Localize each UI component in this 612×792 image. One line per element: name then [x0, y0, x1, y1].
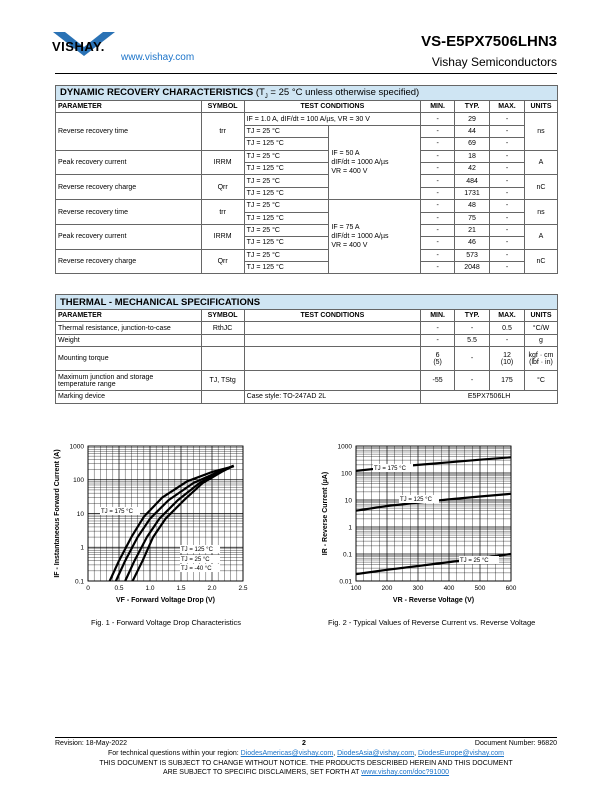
fig2-chart: [318, 440, 528, 612]
table-title: THERMAL - MECHANICAL SPECIFICATIONS: [56, 295, 558, 310]
y-tick-label: 100: [73, 477, 84, 485]
y-tick-label: 0.01: [339, 578, 352, 586]
table-row: TJ = 125 °C - 75 -: [56, 212, 558, 224]
y-tick-label: 10: [344, 497, 352, 505]
annotation-label: TJ = 125 °C: [181, 547, 213, 553]
x-tick-label: 0: [86, 585, 90, 592]
y-tick-label: 0.1: [342, 551, 352, 559]
part-number: VS-E5PX7506LHN3: [421, 33, 557, 50]
y-axis-label: IF - Instantaneous Forward Current (A): [54, 449, 61, 578]
disclaimer-line-1: THIS DOCUMENT IS SUBJECT TO CHANGE WITHOUT NOTICE. THE PRODUCTS DESCRIBED HEREIN AND THIS DOCUMENT: [99, 760, 513, 767]
annotation-label: TJ = -40 °C: [181, 566, 212, 572]
disclaimer-line-2: ARE SUBJECT TO SPECIFIC DISCLAIMERS, SET FORTH AT www.vishay.com/doc?91000: [162, 769, 450, 776]
table-row: Peak recovery current IRRM TJ = 25 °C - 18 - A: [56, 150, 558, 162]
x-tick-label: 0.5: [114, 585, 124, 592]
table-row: Weight - 5.5 - g: [56, 334, 558, 346]
y-tick-label: 1: [80, 544, 84, 552]
table-title: DYNAMIC RECOVERY CHARACTERISTICS ($T_J = 25$ °C unless otherwise specified): [56, 86, 558, 101]
document-number: Document Number: 96820: [474, 740, 557, 747]
x-tick-label: 2.5: [238, 585, 248, 592]
table-header-row: PARAMETER SYMBOL TEST CONDITIONS MIN. TYP. MAX. UNITS: [56, 310, 558, 322]
page-number: 2: [302, 740, 306, 747]
annotation-label: TJ = 25 °C: [181, 557, 210, 563]
y-tick-label: 1: [348, 524, 352, 532]
americas-email-link[interactable]: DiodesAmericas@vishay.com: [240, 750, 334, 757]
y-tick-label: 100: [341, 470, 352, 478]
x-axis-label: VF - Forward Voltage Drop (V): [115, 597, 216, 604]
website-link[interactable]: www.vishay.com: [121, 52, 195, 63]
y-tick-label: 10: [76, 510, 84, 518]
test-conditions-50a: IF = 50 A dIF/dt = 1000 A/µs VR = 400 V: [329, 125, 421, 199]
fig2-svg: [318, 440, 528, 612]
annotation-label: TJ = 25 °C: [460, 558, 489, 564]
x-tick-label: 100: [350, 585, 362, 592]
table-row: TJ = 25 °C IF = 50 A dIF/dt = 1000 A/µs VR = 400 V - 44 -: [56, 125, 558, 137]
table-row: TJ = 125 °C - 69 -: [56, 138, 558, 150]
contact-line: For technical questions within your region: DiodesAmericas@vishay.com, DiodesAsia@vishay.com, DiodesEurope@vishay.com: [107, 750, 504, 757]
x-tick-label: 1.5: [176, 585, 186, 592]
x-tick-label: 2.0: [207, 585, 217, 592]
x-tick-label: 300: [412, 585, 424, 592]
x-axis-label: VR - Reverse Voltage (V): [392, 597, 475, 604]
table-row: Maximum junction and storage temperature range TJ, TStg -55 - 175 °C: [56, 371, 558, 391]
revision: Revision: 18-May-2022: [55, 740, 127, 747]
table-row: TJ = 125 °C - 2048 -: [56, 262, 558, 274]
table-row: TJ = 125 °C - 42 -: [56, 162, 558, 174]
table-row: Reverse recovery charge Qrr TJ = 25 °C - 573 - nC: [56, 249, 558, 261]
fig1-chart: [50, 440, 260, 612]
x-tick-label: 500: [474, 585, 486, 592]
table-row: Reverse recovery time trr TJ = 25 °C IF = 75 A dIF/dt = 1000 A/µs VR = 400 V - 48 - ns: [56, 200, 558, 212]
y-tick-label: 0.1: [74, 578, 84, 586]
europe-email-link[interactable]: DiodesEurope@vishay.com: [418, 750, 504, 757]
y-tick-label: 1000: [69, 443, 84, 451]
fig2-caption: Fig. 2 - Typical Values of Reverse Current vs. Reverse Voltage: [328, 618, 536, 627]
test-conditions-75a: IF = 75 A dIF/dt = 1000 A/µs VR = 400 V: [329, 200, 421, 274]
disclaimer-link[interactable]: www.vishay.com/doc?91000: [361, 769, 450, 776]
x-tick-label: 1.0: [145, 585, 155, 592]
thermal-mechanical-table: [55, 294, 558, 404]
table-row: TJ = 125 °C - 1731 -: [56, 187, 558, 199]
table-row: TJ = 125 °C - 46 -: [56, 237, 558, 249]
dynamic-recovery-table: [55, 85, 558, 274]
x-tick-label: 200: [381, 585, 393, 592]
table-row: Marking device Case style: TO-247AD 2L E5PX7506LH: [56, 391, 558, 403]
table-row: Thermal resistance, junction-to-case RthJC - - 0.5 °C/W: [56, 322, 558, 334]
annotation-label: TJ = 125 °C: [400, 497, 432, 503]
table-row: Reverse recovery time trr IF = 1.0 A, dIF/dt = 100 A/µs, VR = 30 V - 29 - ns: [56, 113, 558, 125]
asia-email-link[interactable]: DiodesAsia@vishay.com: [337, 750, 415, 757]
table-header-row: PARAMETER SYMBOL TEST CONDITIONS MIN. TYP. MAX. UNITS: [56, 101, 558, 113]
table-row: Reverse recovery charge Qrr TJ = 25 °C - 484 - nC: [56, 175, 558, 187]
company-name: Vishay Semiconductors: [431, 55, 557, 69]
footer-divider: [55, 737, 557, 738]
table-row: Peak recovery current IRRM TJ = 25 °C - 21 - A: [56, 224, 558, 236]
y-axis-label: IR - Reverse Current (µA): [322, 471, 329, 556]
header-divider: [55, 73, 557, 74]
y-tick-label: 1000: [337, 443, 352, 451]
annotation-label: TJ = 175 °C: [374, 466, 406, 472]
annotation-label: TJ = 175 °C: [101, 509, 133, 515]
fig1-caption: Fig. 1 - Forward Voltage Drop Characteristics: [91, 618, 242, 627]
fig1-svg: [50, 440, 260, 612]
x-tick-label: 600: [505, 585, 517, 592]
logo-text: VISHAY.: [52, 39, 105, 54]
table-row: Mounting torque 6 (5) - 12 (10) kgf · cm (lbf · in): [56, 347, 558, 371]
x-tick-label: 400: [443, 585, 455, 592]
